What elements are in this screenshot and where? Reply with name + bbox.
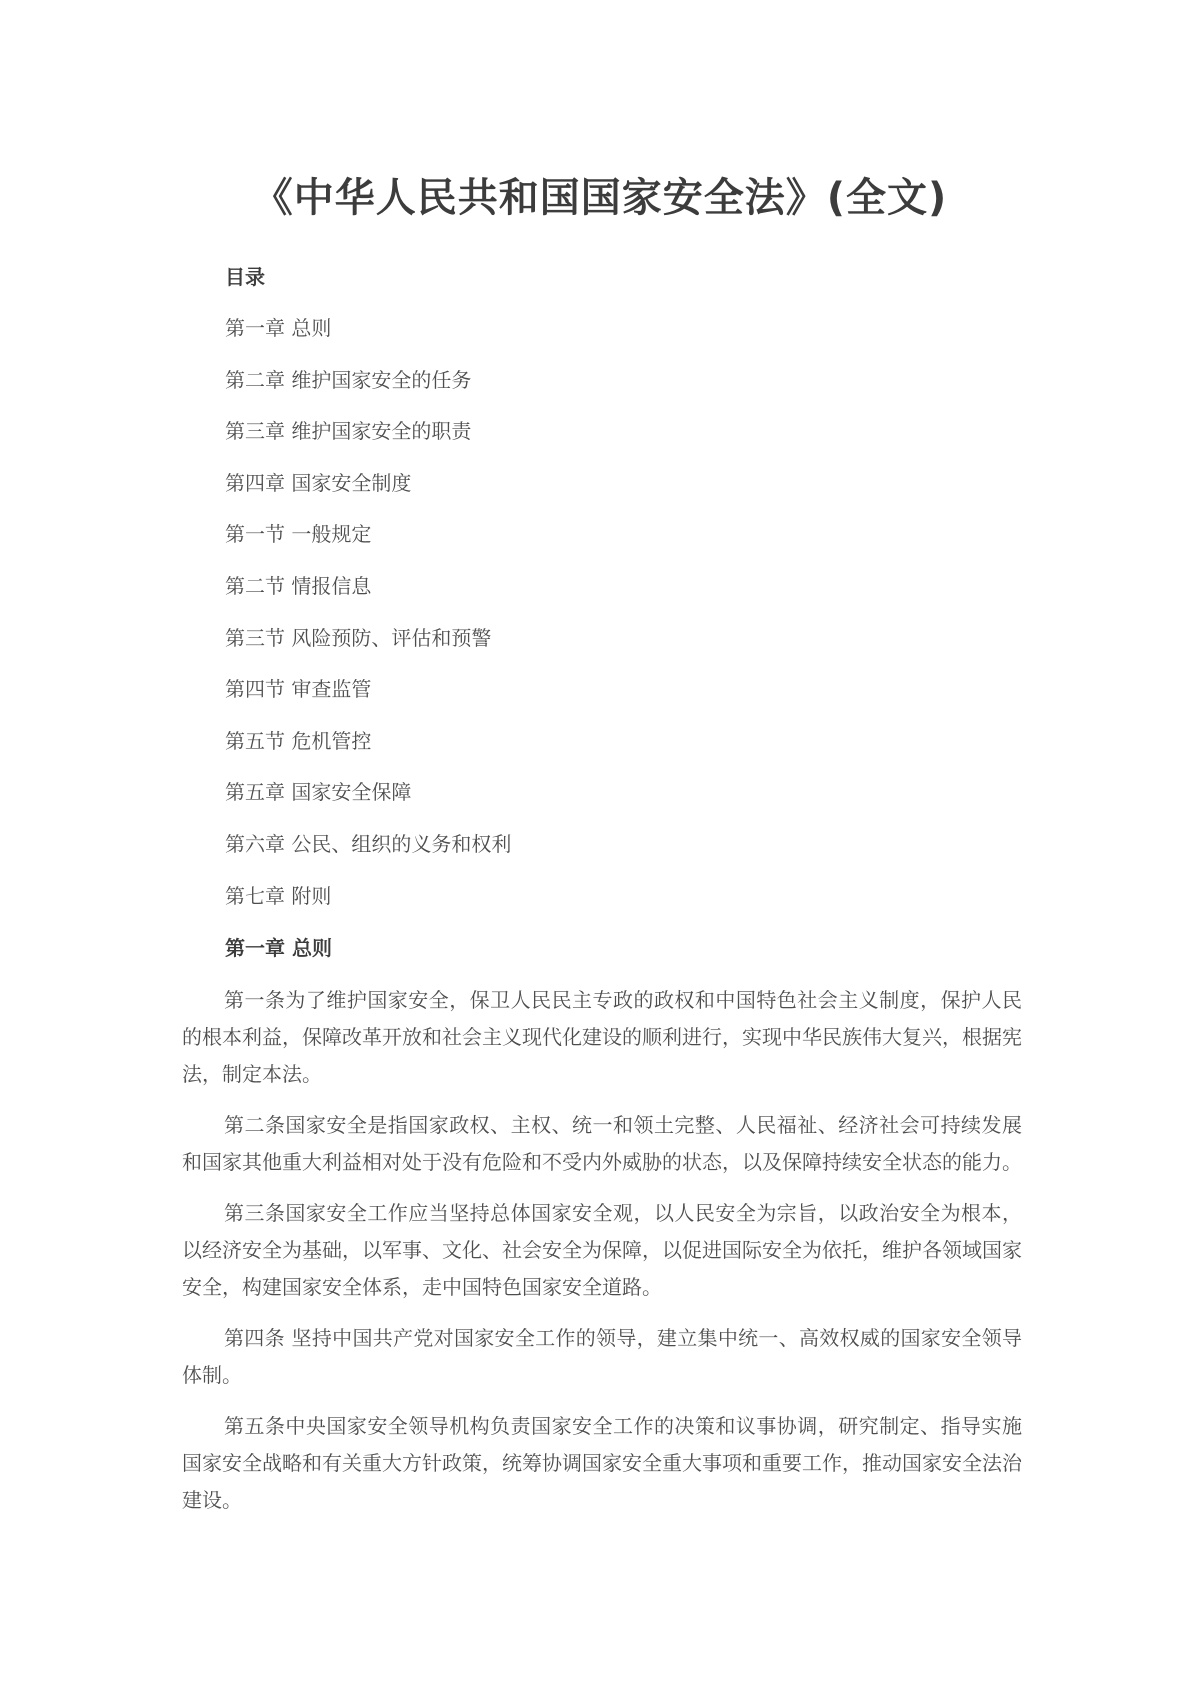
toc-heading: 目录 [225, 265, 265, 289]
article-paragraph: 第二条国家安全是指国家政权、主权、统一和领土完整、人民福祉、经济社会可持续发展和国家其他重大利益相对处于没有危险和不受内外威胁的状态，以及保障持续安全状态的能力。 [182, 1113, 1022, 1174]
article-paragraph: 第五条中央国家安全领导机构负责国家安全工作的决策和议事协调，研究制定、指导实施国家安全战略和有关重大方针政策，统筹协调国家安全重大事项和重要工作，推动国家安全法治建设。 [182, 1414, 1022, 1512]
toc-item: 第一章 总则 [225, 316, 332, 340]
articles-section [182, 982, 1022, 1533]
chapter-heading: 第一章 总则 [225, 936, 332, 960]
document-title: 《中华人民共和国国家安全法》(全文) [252, 175, 948, 221]
toc-item: 第五节 危机管控 [225, 728, 372, 753]
toc-item: 第三节 风险预防、评估和预警 [225, 625, 492, 650]
toc-item: 第五章 国家安全保障 [225, 780, 412, 805]
toc-item: 第三章 维护国家安全的职责 [225, 419, 472, 444]
toc-item: 第七章 附则 [225, 883, 332, 908]
toc-item: 第二节 情报信息 [225, 573, 372, 598]
toc-item: 第二章 维护国家安全的任务 [225, 367, 472, 392]
article-paragraph: 第四条 坚持中国共产党对国家安全工作的领导，建立集中统一、高效权威的国家安全领导体制。 [182, 1326, 1022, 1387]
toc-item: 第四节 审查监管 [225, 677, 372, 702]
article-paragraph: 第三条国家安全工作应当坚持总体国家安全观，以人民安全为宗旨，以政治安全为根本，以经济安全为基础，以军事、文化、社会安全为保障，以促进国际安全为依托，维护各领域国家安全，构建国家安全体系，走中国特色国家安全道路。 [182, 1201, 1022, 1299]
toc-item: 第四章 国家安全制度 [225, 470, 412, 495]
toc-item: 第一节 一般规定 [225, 522, 372, 547]
article-paragraph: 第一条为了维护国家安全，保卫人民民主专政的政权和中国特色社会主义制度，保护人民的根本利益，保障改革开放和社会主义现代化建设的顺利进行，实现中华民族伟大复兴，根据宪法，制定本法。 [182, 988, 1022, 1086]
table-of-contents [225, 313, 511, 932]
toc-item: 第六章 公民、组织的义务和权利 [225, 831, 512, 856]
